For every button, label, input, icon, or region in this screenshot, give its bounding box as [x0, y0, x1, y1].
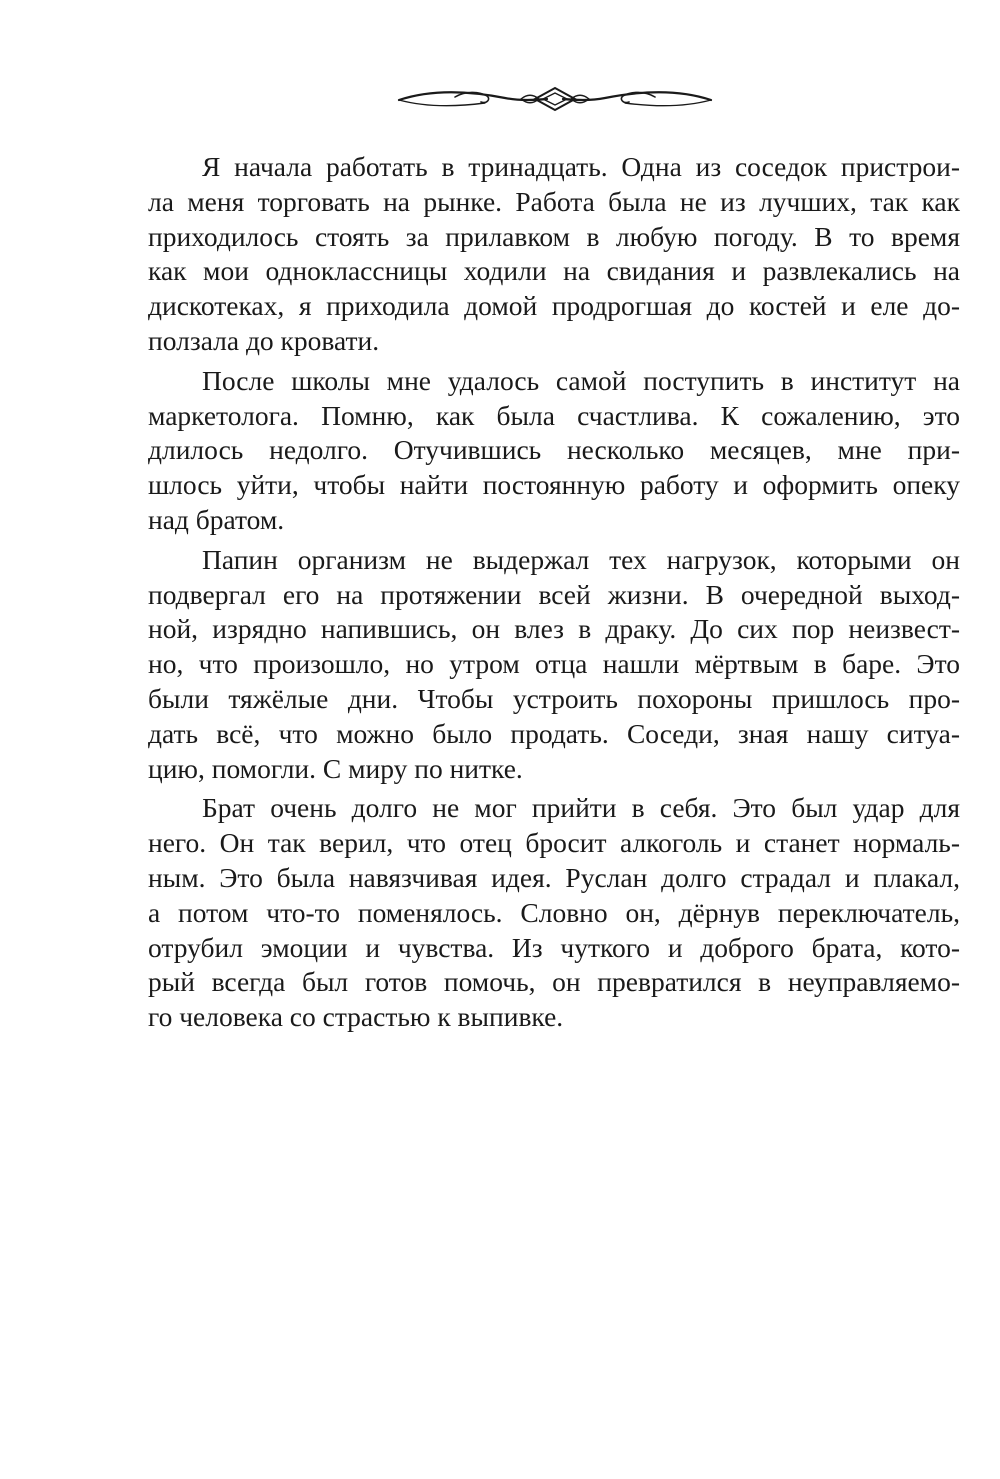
text-line: длилось недолго. Отучившись несколько месяцев, мне при- — [148, 434, 960, 466]
text-line: дискотеках, я приходила домой продрогшая до костей и еле до- — [148, 290, 960, 322]
text-line: ной, изрядно напившись, он влез в драку. До сих пор неизвест- — [148, 613, 960, 645]
decorative-flourish-icon — [395, 80, 715, 118]
text-line: Я начала работать в тринадцать. Одна из соседок пристрои- — [202, 151, 960, 182]
text-line: маркетолога. Помню, как была счастлива. К сожалению, это — [148, 399, 960, 431]
text-line: отрубил эмоции и чувства. Из чуткого и доброго брата, кото- — [148, 931, 960, 963]
text-line: приходилось стоять за прилавком в любую погоду. В то время — [148, 220, 960, 252]
paragraph-4 — [148, 791, 960, 1035]
text-line: го человека со страстью к выпивке. — [148, 1001, 564, 1033]
text-line: были тяжёлые дни. Чтобы устроить похороны пришлось про- — [148, 682, 960, 714]
paragraph-1 — [148, 150, 960, 359]
paragraph-2 — [148, 364, 960, 538]
text-line: ползала до кровати. — [148, 324, 380, 356]
text-line: Брат очень долго не мог прийти в себя. Это был удар для — [202, 792, 960, 824]
text-line: ным. Это была навязчивая идея. Руслан долго страдал и плакал, — [148, 861, 960, 893]
text-line: Папин организм не выдержал тех нагрузок, которыми он — [202, 543, 960, 575]
text-line: ла меня торговать на рынке. Работа была не из лучших, так как — [148, 185, 960, 217]
text-line: него. Он так верил, что отец бросит алкоголь и станет нормаль- — [148, 827, 960, 859]
text-line: дать всё, что можно было продать. Соседи, зная нашу ситуа- — [148, 717, 960, 749]
text-line: рый всегда был готов помочь, он превратился в неуправляемо- — [148, 966, 960, 998]
body-text — [148, 150, 960, 1040]
text-line: цию, помогли. С миру по нитке. — [148, 752, 523, 784]
text-line: а потом что-то поменялось. Словно он, дёрнув переключатель, — [148, 896, 960, 928]
text-line: но, что произошло, но утром отца нашли мёртвым в баре. Это — [148, 648, 960, 680]
text-line: шлось уйти, чтобы найти постоянную работу и оформить опеку — [148, 469, 960, 501]
text-line: как мои одноклассницы ходили на свидания и развлекались на — [148, 255, 960, 287]
paragraph-3 — [148, 543, 960, 787]
text-line: подвергал его на протяжении всей жизни. В очередной выход- — [148, 578, 960, 610]
text-line: над братом. — [148, 503, 285, 535]
text-line: После школы мне удалось самой поступить в институт на — [202, 364, 960, 396]
